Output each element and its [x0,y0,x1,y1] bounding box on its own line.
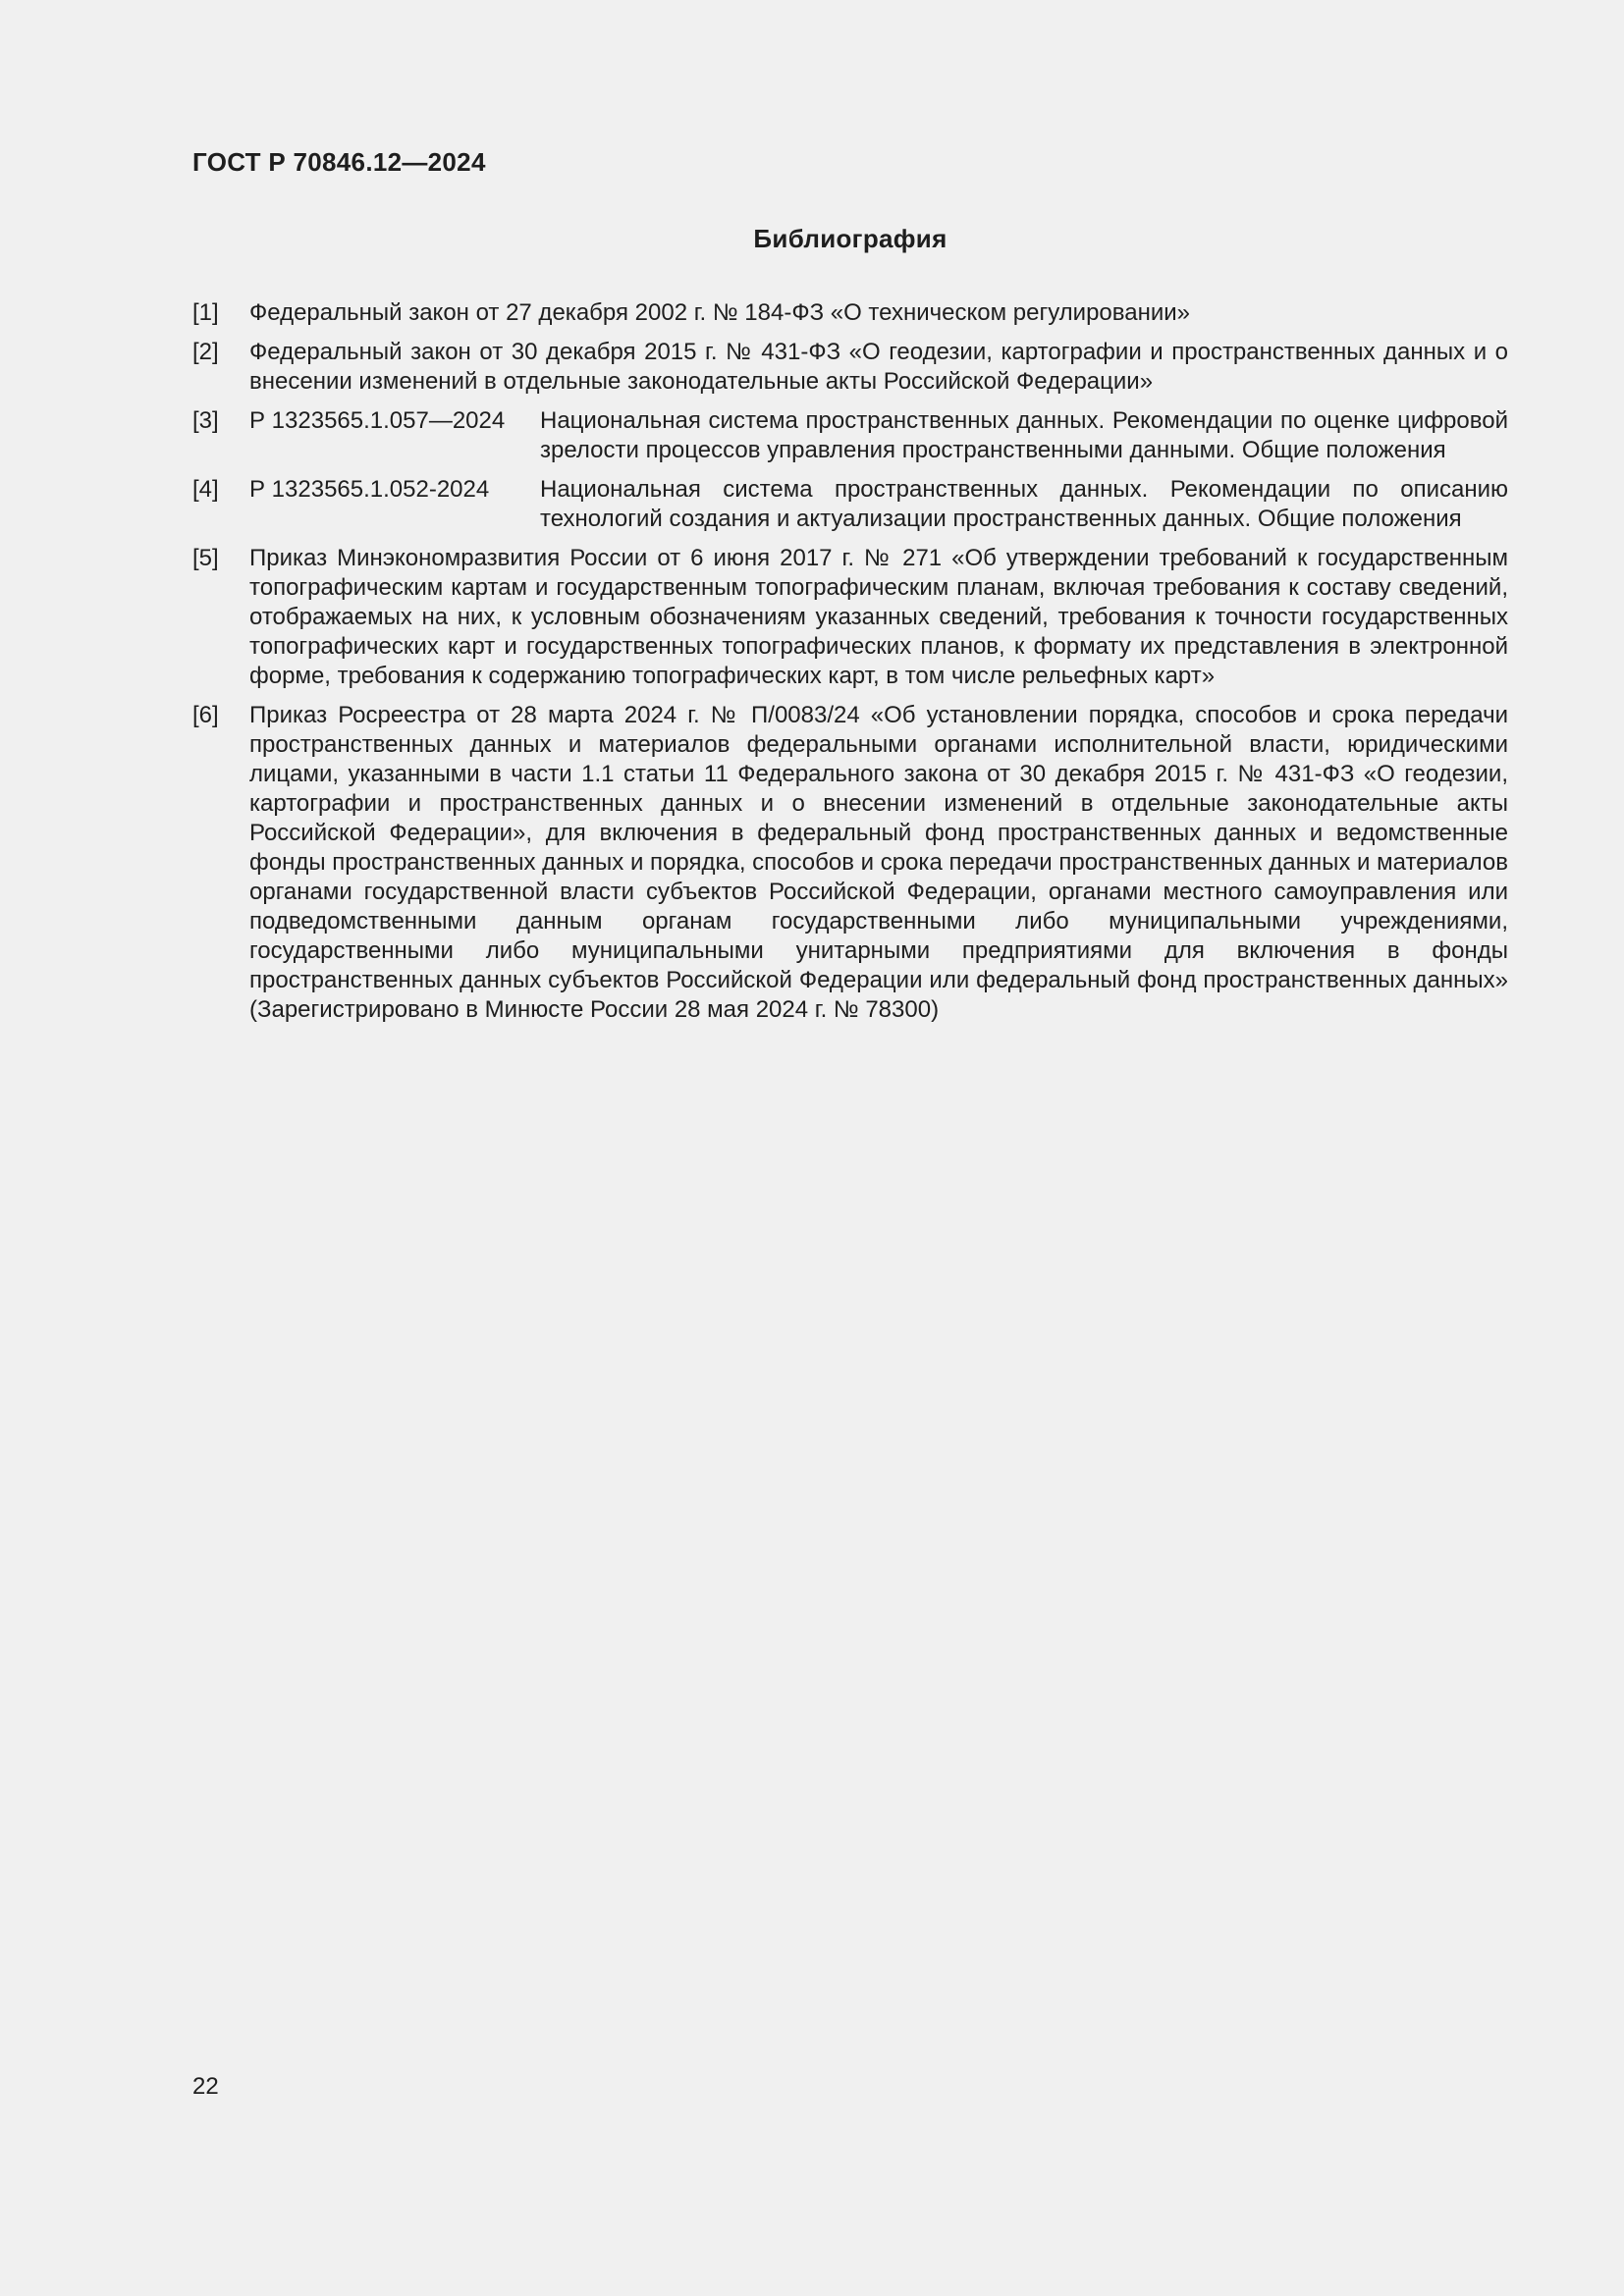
entry-number: [3] [192,407,219,434]
bibliography-entry [192,298,1508,328]
bibliography-entry [192,338,1508,397]
entry-text: Федеральный закон от 30 декабря 2015 г. № 431-ФЗ «О геодезии, картографии и пространственных данных и о внесении изменений в отдельные законодательные акты Российской Федерации» [249,339,1508,395]
page-number: 22 [192,2073,219,2100]
entry-text: Национальная система пространственных данных. Рекомендации по описанию технологий создания и актуализации пространственных данных. Общие положения [540,476,1508,532]
entry-text: Национальная система пространственных данных. Рекомендации по оценке цифровой зрелости процессов управления пространственными данными. Общие положения [540,407,1508,463]
document-code: ГОСТ Р 70846.12—2024 [192,147,486,177]
bibliography-entry [192,544,1508,691]
bibliography-entry [192,475,1508,534]
entry-text: Федеральный закон от 27 декабря 2002 г. № 184-ФЗ «О техническом регулировании» [249,299,1191,326]
bibliography-entry [192,701,1508,1025]
bibliography-list [192,298,1508,1035]
entry-number: [5] [192,545,219,571]
entry-designation: Р 1323565.1.057—2024 [249,407,506,434]
entry-number: [4] [192,476,219,503]
entry-text: Приказ Минэкономразвития России от 6 июня 2017 г. № 271 «Об утверждении требований к государственным топографическим картам и государственным топографическим планам, включая требования к составу сведений, отображаемых на них, к условным обозначениям указанных сведений, требования к точности государственных топографических карт и государственных топографических планов, к формату их представления в электронной форме, требования к содержанию топографических карт, в том числе рельефных карт» [249,545,1508,689]
entry-number: [1] [192,299,219,326]
section-title: Библиография [753,224,947,253]
entry-text: Приказ Росреестра от 28 марта 2024 г. № П/0083/24 «Об установлении порядка, способов и срока передачи пространственных данных и материалов федеральными органами исполнительной власти, юридическими лицами, указанными в части 1.1 статьи 11 Федерального закона от 30 декабря 2015 г. № 431-ФЗ «О геодезии, картографии и пространственных данных и о внесении изменений в отдельные законодательные акты Российской Федерации», для включения в федеральный фонд пространственных данных и ведомственные фонды пространственных данных и порядка, способов и срока передачи пространственных данных и материалов органами государственной власти субъектов Российской Федерации, органами местного самоуправления или подведомственными данным органам государственными либо муниципальными учреждениями, государственными либо муниципальными унитарными предприятиями для включения в фонды пространственных данных субъектов Российской Федерации или федеральный фонд пространственных данных» (Зарегистрировано в Минюсте России 28 мая 2024 г. № 78300) [249,702,1508,1023]
entry-number: [2] [192,339,219,365]
entry-number: [6] [192,702,219,728]
bibliography-entry [192,406,1508,465]
entry-designation: Р 1323565.1.052-2024 [249,476,490,503]
